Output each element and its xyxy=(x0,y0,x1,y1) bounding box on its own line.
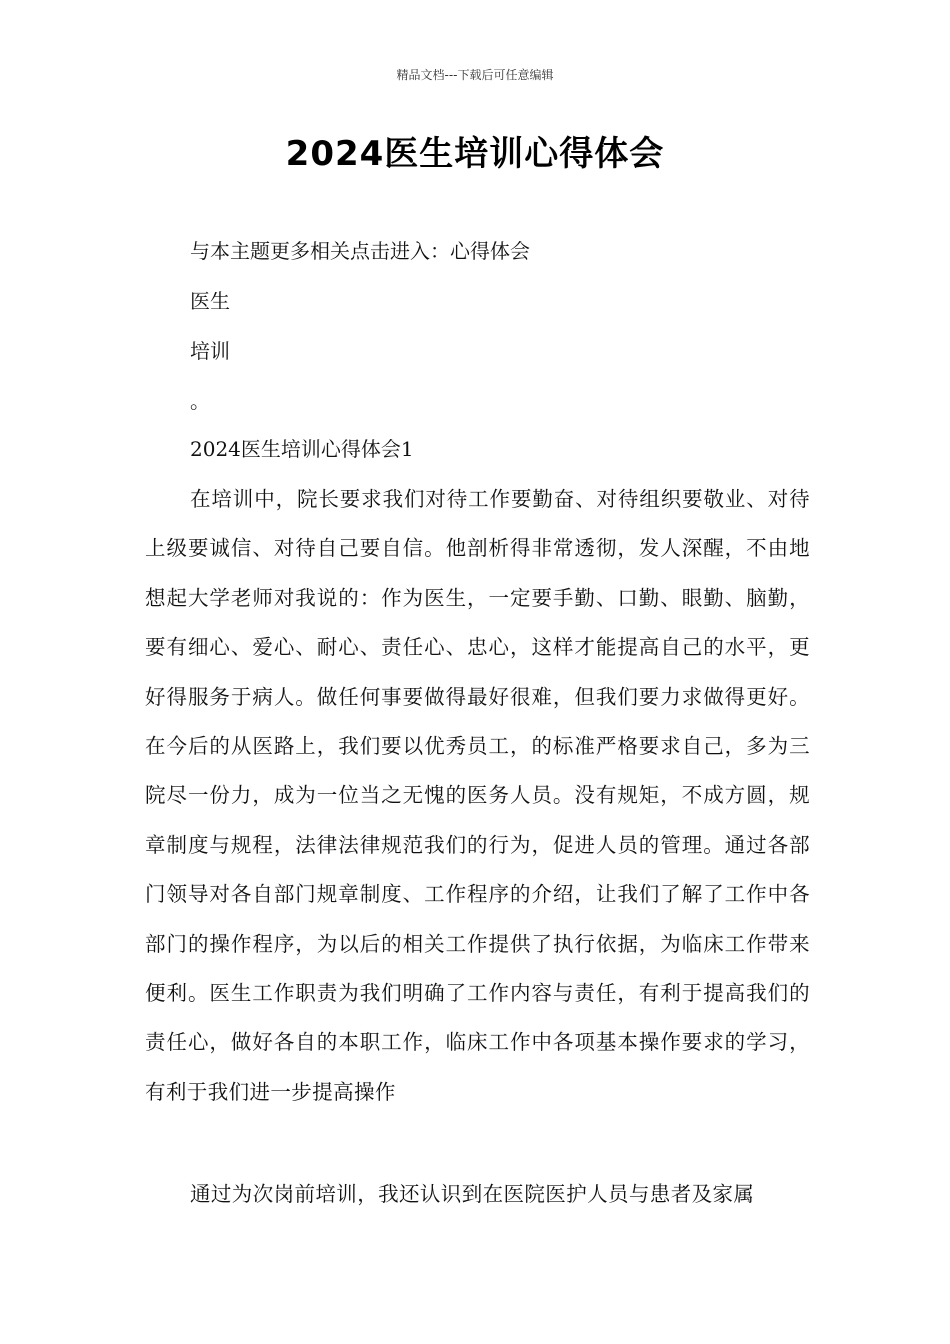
tag-doctor: 医生 xyxy=(190,289,230,313)
body-paragraph-1: 在培训中，院长要求我们对待工作要勤奋、对待组织要敬业、对待上级要诚信、对待自己要自信。他剖析得非常透彻，发人深醒，不由地想起大学老师对我说的：作为医生，一定要手勤、口勤、眼勤、脑勤，要有细心、爱心、耐心、责任心、忠心，这样才能提高自己的水平，更好得服务于病人。做任何事要做得最好很难，但我们要力求做得更好。在今后的从医路上，我们要以优秀员工，的标准严格要求自己，多为三院尽一份力，成为一位当之无愧的医务人员。没有规矩，不成方圆，规章制度与规程，法律法律规范我们的行为，促进人员的管理。通过各部门领导对各自部门规章制度、工作程序的介绍，让我们了解了工作中各部门的操作程序，为以后的相关工作提供了执行依据，为临床工作带来便利。医生工作职责为我们明确了工作内容与责任，有利于提高我们的责任心，做好各自的本职工作，临床工作中各项基本操作要求的学习，有利于我们进一步提高操作 xyxy=(145,487,810,1104)
body-paragraph-2: 通过为次岗前培训，我还认识到在医院医护人员与患者及家属 xyxy=(190,1182,755,1206)
page-header: 精品文档---下载后可任意编辑 xyxy=(396,68,554,82)
document-title: 2024医生培训心得体会 xyxy=(285,134,665,174)
related-topics-line: 与本主题更多相关点击进入：心得体会 xyxy=(190,239,530,263)
tag-training: 培训 xyxy=(190,339,230,363)
section-heading: 2024医生培训心得体会1 xyxy=(190,437,414,461)
tag-terminator: 。 xyxy=(190,389,210,413)
